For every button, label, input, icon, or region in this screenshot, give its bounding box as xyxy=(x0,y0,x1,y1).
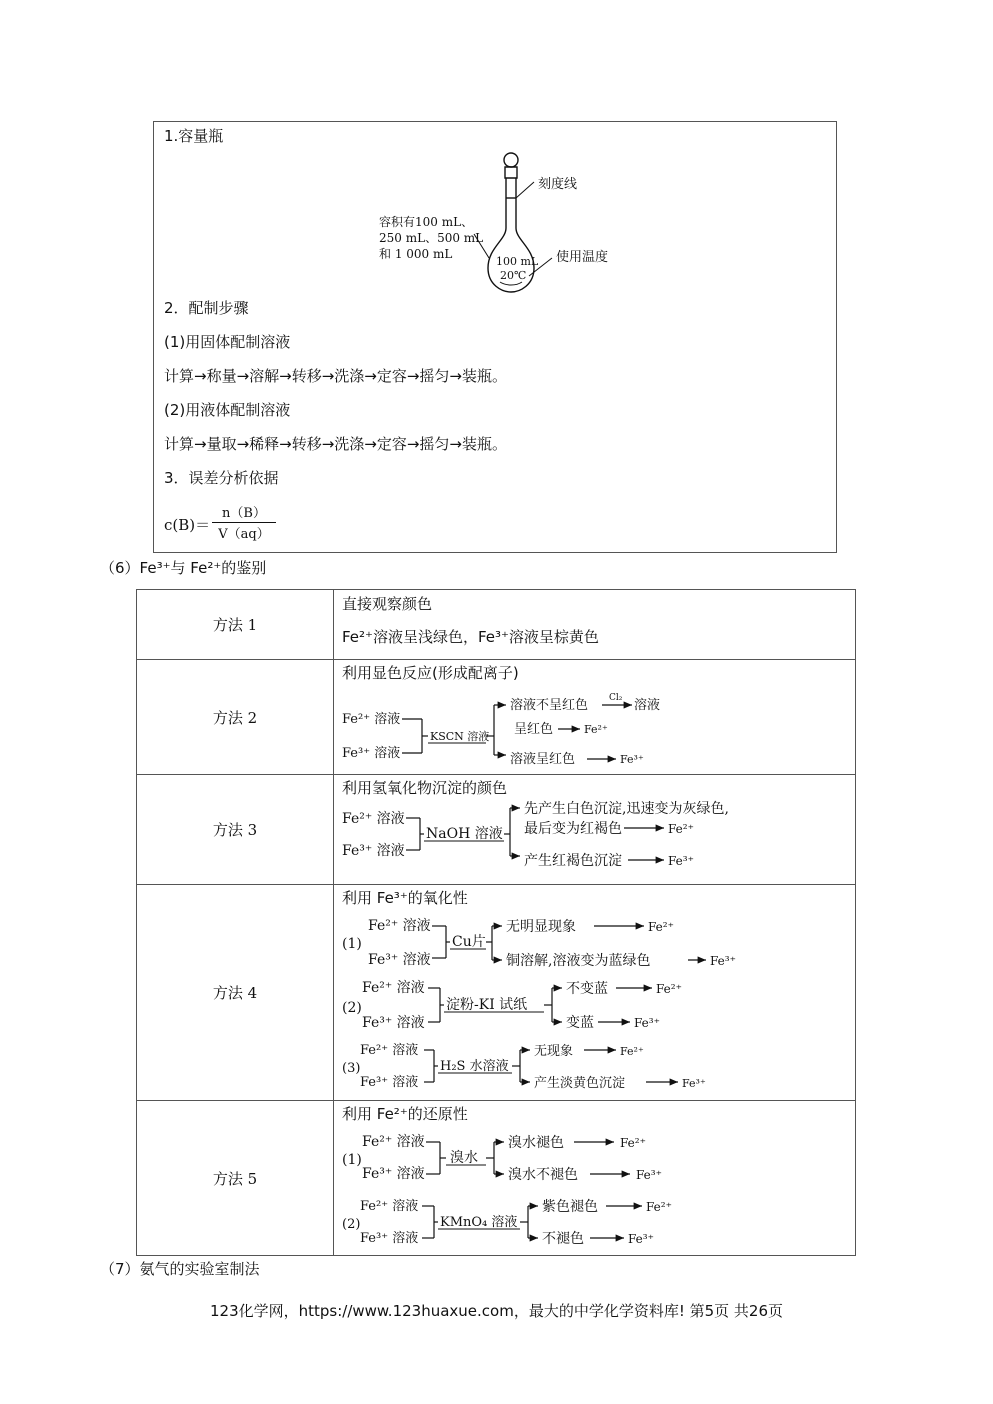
method-5-diagram xyxy=(334,1124,854,1254)
method-1-desc: Fe²⁺溶液呈浅绿色，Fe³⁺溶液呈棕黄色 xyxy=(342,628,599,646)
section2-steps2: 计算→量取→稀释→转移→洗涤→定容→摇匀→装瓶。 xyxy=(164,435,507,453)
m2-r2ion: Fe³⁺ xyxy=(620,753,644,766)
m4-g1-fe2: Fe²⁺ 溶液 xyxy=(368,918,431,934)
section3-heading: 3．误差分析依据 xyxy=(164,469,279,487)
m4-g1-fe3: Fe³⁺ 溶液 xyxy=(368,952,431,968)
m5-g2-ion2: Fe³⁺ xyxy=(628,1232,654,1246)
method-2-diagram xyxy=(334,683,854,771)
volumetric-flask-box xyxy=(153,121,837,553)
m4-g3-r2: 产生淡黄色沉淀 xyxy=(534,1076,626,1091)
method-3-name: 方法 3 xyxy=(137,775,334,885)
formula-lhs: c(B)＝ xyxy=(164,516,211,534)
m5-g2-fe2: Fe²⁺ 溶液 xyxy=(360,1199,419,1214)
method-1-title: 直接观察颜色 xyxy=(342,595,433,613)
m3-fe2: Fe²⁺ 溶液 xyxy=(342,811,405,827)
m4-g3-reagent: H₂S 水溶液 xyxy=(440,1059,509,1074)
section2-sub2: (2)用液体配制溶液 xyxy=(164,401,291,419)
m4-g1-reagent: Cu片 xyxy=(452,934,486,950)
method-5-group-1 xyxy=(342,1133,662,1183)
m2-r1ion: Fe²⁺ xyxy=(584,723,608,736)
table-row-method-4 xyxy=(137,885,856,1101)
flask-label-top: 刻度线 xyxy=(538,177,578,192)
method-4-content xyxy=(334,885,856,1101)
formula-denominator: V（aq） xyxy=(218,527,270,542)
m4-g1-r2: 铜溶解,溶液变为蓝绿色 xyxy=(506,953,651,969)
m2-r1b: 溶液 xyxy=(634,698,661,713)
m3-r2: 产生红褐色沉淀 xyxy=(524,853,622,869)
m5-g1-ion1: Fe²⁺ xyxy=(620,1136,646,1150)
m4-g2-reagent: 淀粉-KI 试纸 xyxy=(446,997,528,1013)
m5-g1-num: (1) xyxy=(342,1152,362,1168)
section2-sub1: (1)用固体配制溶液 xyxy=(164,333,291,351)
m4-g3-r1: 无现象 xyxy=(534,1044,574,1059)
method-4-title: 利用 Fe³⁺的氧化性 xyxy=(342,889,468,907)
m4-g3-ion1: Fe²⁺ xyxy=(620,1045,644,1058)
m5-g2-reagent: KMnO₄ 溶液 xyxy=(440,1215,518,1230)
m4-g2-num: (2) xyxy=(342,1000,362,1016)
m4-g1-ion2: Fe³⁺ xyxy=(710,954,736,968)
m2-fe2: Fe²⁺ 溶液 xyxy=(342,712,401,727)
m2-r2: 溶液呈红色 xyxy=(510,752,576,767)
m4-g2-r1: 不变蓝 xyxy=(566,981,608,997)
section2-heading: 2．配制步骤 xyxy=(164,299,249,317)
m3-r1ion: Fe²⁺ xyxy=(668,822,694,836)
method-3-title: 利用氢氧化物沉淀的颜色 xyxy=(342,779,508,797)
section1-heading: 1.容量瓶 xyxy=(164,127,224,145)
m4-g1-r1: 无明显现象 xyxy=(506,919,576,935)
m3-r2ion: Fe³⁺ xyxy=(668,854,694,868)
m5-g2-fe3: Fe³⁺ 溶液 xyxy=(360,1231,419,1246)
flask-inner-volume: 100 mL xyxy=(496,255,539,268)
method-4-diagram xyxy=(334,908,854,1098)
m5-g1-reagent: 溴水 xyxy=(450,1150,478,1166)
table-row-method-2 xyxy=(137,660,856,775)
m3-r1b: 最后变为红褐色 xyxy=(524,821,622,837)
table-row-method-5 xyxy=(137,1101,856,1256)
method-5-group-2 xyxy=(342,1198,672,1247)
flask-label-right: 使用温度 xyxy=(556,250,609,265)
m5-g1-r1: 溴水褪色 xyxy=(508,1135,564,1151)
m4-g1-num: (1) xyxy=(342,936,362,952)
method-4-group-2 xyxy=(342,979,682,1031)
m4-g2-ion2: Fe³⁺ xyxy=(634,1016,660,1030)
m4-g2-fe3: Fe³⁺ 溶液 xyxy=(362,1015,425,1031)
method-1-name: 方法 1 xyxy=(137,590,334,660)
m5-g1-r2: 溴水不褪色 xyxy=(508,1167,578,1183)
method-5-content xyxy=(334,1101,856,1256)
formula-numerator: n（B） xyxy=(212,502,276,523)
method-3-content xyxy=(334,775,856,885)
m2-reagent: KSCN 溶液 xyxy=(430,730,490,743)
m4-g3-ion2: Fe³⁺ xyxy=(682,1077,706,1090)
m2-r1c: 呈红色 xyxy=(514,722,554,737)
flask-label-left-2: 250 mL、500 mL xyxy=(379,231,484,245)
m4-g1-ion1: Fe²⁺ xyxy=(648,920,674,934)
method-4-group-1 xyxy=(342,917,736,969)
method-4-group-3 xyxy=(342,1042,706,1091)
caption-6: （6）Fe³⁺与 Fe²⁺的鉴别 xyxy=(100,559,267,577)
method-2-name: 方法 2 xyxy=(137,660,334,775)
m5-g2-ion1: Fe²⁺ xyxy=(646,1200,672,1214)
m5-g2-r1: 紫色褪色 xyxy=(542,1199,598,1215)
m3-reagent: NaOH 溶液 xyxy=(426,826,503,842)
m4-g2-ion1: Fe²⁺ xyxy=(656,982,682,996)
m4-g2-r2: 变蓝 xyxy=(566,1015,594,1031)
m3-r1a: 先产生白色沉淀,迅速变为灰绿色, xyxy=(524,801,729,817)
table-row-method-1 xyxy=(137,590,856,660)
m3-fe3: Fe³⁺ 溶液 xyxy=(342,843,405,859)
m5-g1-ion2: Fe³⁺ xyxy=(636,1168,662,1182)
flask-label-left-3: 和 1 000 mL xyxy=(379,247,453,261)
m4-g3-num: (3) xyxy=(342,1061,361,1076)
m5-g2-num: (2) xyxy=(342,1217,361,1232)
flask-label-left-1: 容积有100 mL、 xyxy=(379,215,474,229)
method-5-title: 利用 Fe²⁺的还原性 xyxy=(342,1105,468,1123)
method-5-name: 方法 5 xyxy=(137,1101,334,1256)
m4-g3-fe3: Fe³⁺ 溶液 xyxy=(360,1075,419,1090)
volumetric-flask-figure xyxy=(154,148,838,318)
method-1-content xyxy=(334,590,856,660)
method-2-title: 利用显色反应(形成配离子) xyxy=(342,664,519,682)
method-3-diagram xyxy=(334,798,854,882)
m4-g2-fe2: Fe²⁺ 溶液 xyxy=(362,980,425,996)
m2-cl2: Cl₂ xyxy=(609,693,623,703)
m2-fe3: Fe³⁺ 溶液 xyxy=(342,746,401,761)
section2-steps1: 计算→称量→溶解→转移→洗涤→定容→摇匀→装瓶。 xyxy=(164,367,507,385)
m5-g1-fe2: Fe²⁺ 溶液 xyxy=(362,1134,425,1150)
m5-g2-r2: 不褪色 xyxy=(542,1231,584,1247)
page-footer: 123化学网，https://www.123huaxue.com，最大的中学化学资料库! 第5页 共26页 xyxy=(209,1302,784,1320)
caption-7: （7）氨气的实验室制法 xyxy=(100,1260,260,1278)
table-row-method-3 xyxy=(137,775,856,885)
fe-identification-table xyxy=(136,589,856,1255)
m2-r1a: 溶液不呈红色 xyxy=(510,698,589,713)
flask-inner-temp: 20℃ xyxy=(500,269,527,282)
m4-g3-fe2: Fe²⁺ 溶液 xyxy=(360,1043,419,1058)
method-2-content xyxy=(334,660,856,775)
m5-g1-fe3: Fe³⁺ 溶液 xyxy=(362,1166,425,1182)
method-4-name: 方法 4 xyxy=(137,885,334,1101)
